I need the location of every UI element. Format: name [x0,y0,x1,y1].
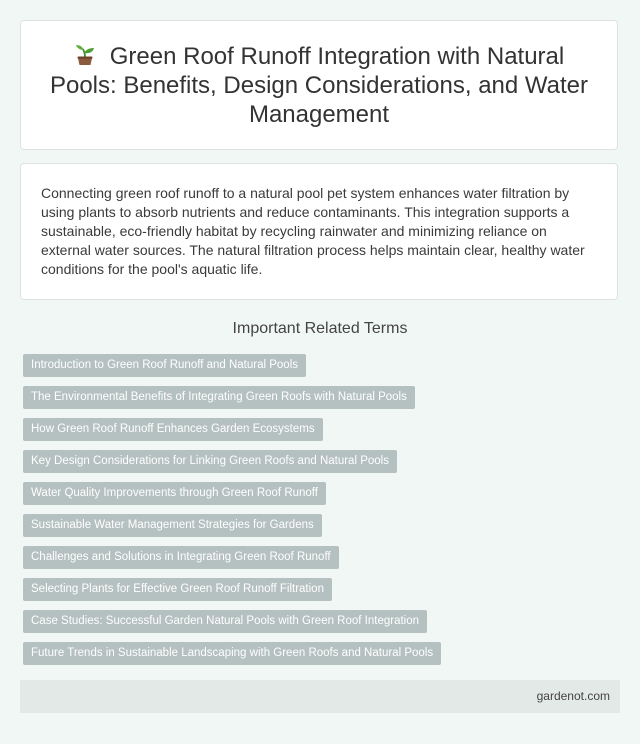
description-text: Connecting green roof runoff to a natural pool pet system enhances water filtration by using plants to absorb nutrients and reduce contaminants. This integration supports a sustainable, eco-friendly habitat by recycling rainwater and minimizing reliance on external water sources. The natural filtration process helps maintain clear, healthy water conditions for the pool's aquatic life. [41,185,585,277]
related-term-tag[interactable]: Water Quality Improvements through Green Roof Runoff [23,482,326,505]
related-term-tag[interactable]: How Green Roof Runoff Enhances Garden Ecosystems [23,418,323,441]
sprout-icon [74,44,96,66]
related-term-tag[interactable]: Future Trends in Sustainable Landscaping with Green Roofs and Natural Pools [23,642,441,665]
related-term-tag[interactable]: The Environmental Benefits of Integrating Green Roofs with Natural Pools [23,386,415,409]
description-card [20,163,618,300]
related-terms-heading: Important Related Terms [232,320,408,337]
related-term-tag[interactable]: Sustainable Water Management Strategies for Gardens [23,514,322,537]
page-title-text: Green Roof Runoff Integration with Natural Pools: Benefits, Design Considerations, and Water Management [49,42,589,128]
related-terms-list [23,354,613,674]
page-title [41,42,597,129]
related-term-tag[interactable]: Key Design Considerations for Linking Green Roofs and Natural Pools [23,450,397,473]
related-term-tag[interactable]: Case Studies: Successful Garden Natural Pools with Green Roof Integration [23,610,427,633]
related-term-tag[interactable]: Selecting Plants for Effective Green Roof Runoff Filtration [23,578,332,601]
related-term-tag[interactable]: Challenges and Solutions in Integrating Green Roof Runoff [23,546,339,569]
title-card [20,20,618,150]
footer-site-link[interactable]: gardenot.com [536,689,610,703]
related-term-tag[interactable]: Introduction to Green Roof Runoff and Natural Pools [23,354,306,377]
footer [20,680,620,713]
